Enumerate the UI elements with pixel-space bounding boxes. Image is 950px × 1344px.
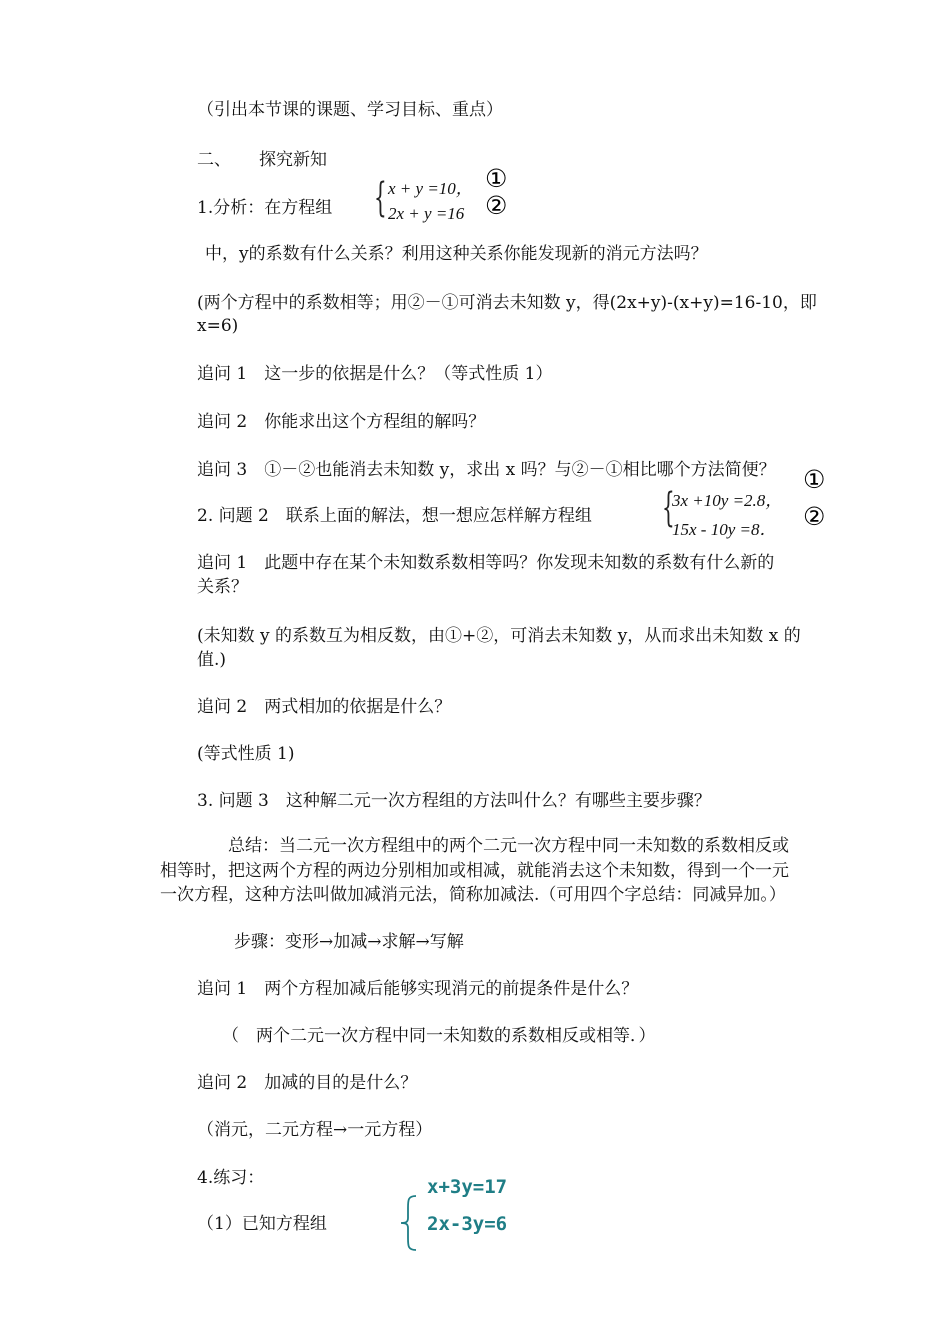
circled-one-marker: ① (485, 164, 508, 193)
practice-equation-1: x+3y=17 (427, 1176, 508, 1198)
equation-1: 3x +10y =2.8， (672, 491, 783, 510)
question-1: 中，y的系数有什么关系？利用这种关系你能发现新的消元方法吗？ (205, 244, 708, 264)
follow-up-2: 追问 2 你能求出这个方程组的解吗？ (197, 412, 486, 432)
section-2-title: 探究新知 (259, 150, 327, 170)
practice-question-1: （1）已知方程组 (197, 1214, 327, 1234)
summary-line-1: 总结：当二元一次方程组中的两个二元一次方程中同一未知数的系数相反或 (228, 836, 789, 856)
p3-answer-1: （ 两个二元一次方程中同一未知数的系数相反或相等．） (222, 1026, 656, 1046)
practice-equation-2: 2x-3y=6 (427, 1213, 508, 1235)
p3-answer-2: （消元，二元方程→一元方程） (197, 1120, 433, 1140)
p2-follow-up-1-line-2: 关系？ (197, 577, 248, 597)
answer-1-line-1: (两个方程中的系数相等；用②－①可消去未知数 y，得(2x+y)-(x+y)=16-10，即 (197, 293, 817, 313)
circled-one-marker: ① (803, 465, 826, 494)
p2-answer-line-2: 值.) (197, 650, 227, 670)
analysis-label: 1.分析：在方程组 (197, 198, 333, 218)
steps: 步骤：变形→加减→求解→写解 (234, 932, 464, 952)
equation-2: 15x - 10y =8． (672, 520, 777, 539)
p2-follow-up-2: 追问 2 两式相加的依据是什么？ (197, 697, 452, 717)
intro-note: （引出本节课的课题、学习目标、重点） (197, 100, 503, 120)
p2-answer-2: (等式性质 1) (197, 744, 295, 764)
problem-2-label: 2. 问题 2 联系上面的解法，想一想应怎样解方程组 (197, 506, 592, 526)
equation-2: 2x + y =16 (388, 204, 465, 223)
summary-line-2: 相等时，把这两个方程的两边分别相加或相减，就能消去这个未知数，得到一个一元 (160, 861, 789, 881)
circled-two-marker: ② (485, 191, 508, 220)
follow-up-1: 追问 1 这一步的依据是什么？（等式性质 1） (197, 364, 553, 384)
practice-label: 4.练习： (197, 1168, 265, 1188)
p2-follow-up-1-line-1: 追问 1 此题中存在某个未知数系数相等吗？你发现未知数的系数有什么新的 (197, 553, 775, 573)
equation-system-2 (662, 482, 802, 542)
section-2-number: 二、 (197, 150, 231, 170)
p3-follow-up-2: 追问 2 加减的目的是什么？ (197, 1073, 418, 1093)
brace-icon: { (662, 485, 675, 531)
p2-answer-line-1: (未知数 y 的系数互为相反数，由①+②，可消去未知数 y，从而求出未知数 x 的 (197, 626, 801, 646)
follow-up-3: 追问 3 ①－②也能消去未知数 y，求出 x 吗？与②－①相比哪个方法简便？ (197, 460, 776, 480)
circled-two-marker: ② (803, 502, 826, 531)
problem-3: 3. 问题 3 这种解二元一次方程组的方法叫什么？有哪些主要步骤？ (197, 791, 711, 811)
brace-icon: { (374, 175, 387, 221)
teal-brace-icon (398, 1194, 420, 1252)
equation-1: x + y =10， (388, 179, 473, 198)
equation-system-1 (374, 172, 494, 232)
answer-1-line-2: x=6) (197, 316, 239, 336)
summary-line-3: 一次方程，这种方法叫做加减消元法，简称加减法.（可用四个字总结：同减异加。） (160, 885, 786, 905)
p3-follow-up-1: 追问 1 两个方程加减后能够实现消元的前提条件是什么？ (197, 979, 639, 999)
